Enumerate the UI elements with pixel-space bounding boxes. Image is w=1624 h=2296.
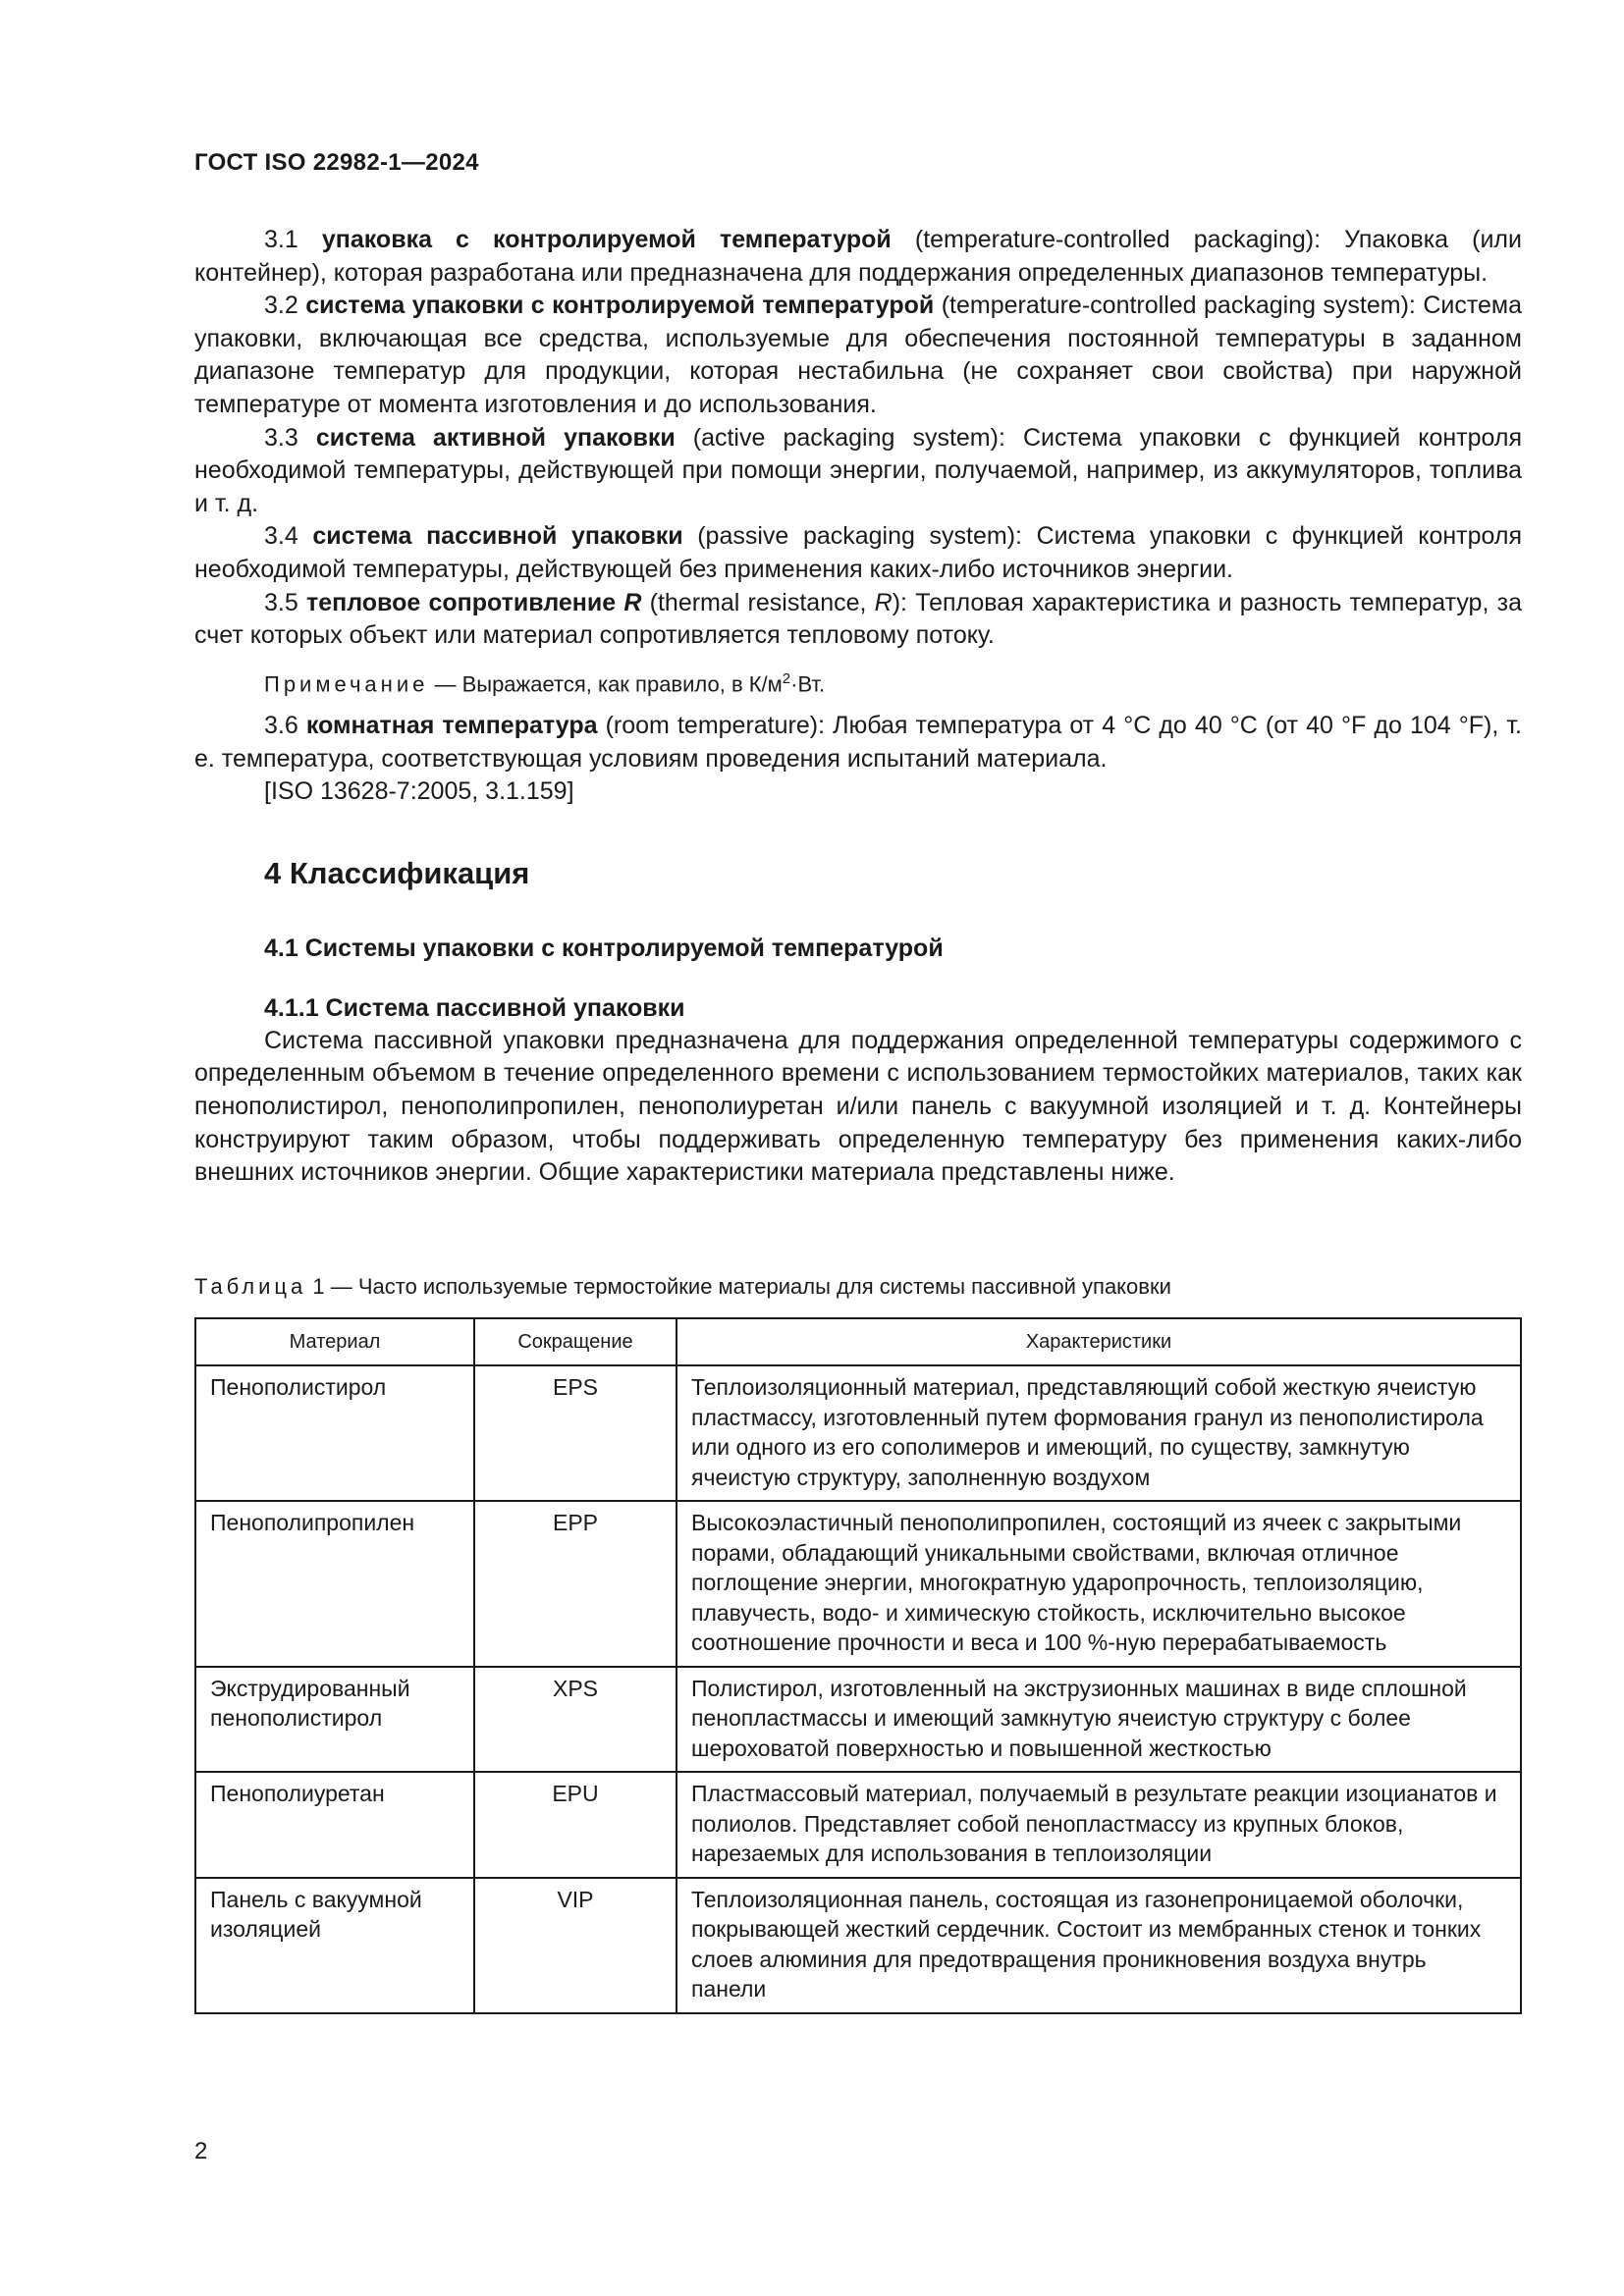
definition-source-reference: [ISO 13628-7:2005, 3.1.159]	[264, 777, 574, 806]
definition-number: 3.3	[264, 423, 298, 452]
definition-term: тепловое сопротивление	[305, 588, 624, 616]
cell-abbreviation: EPP	[474, 1501, 677, 1667]
table-caption-label: Таблица	[194, 1274, 307, 1299]
note-label: Примечание	[264, 671, 429, 697]
cell-characteristics: Полистирол, изготовленный на экструзионных машинах в виде сплошной пенопластмассы и имеющий замкнутую ячеистую структуру с более шероховатой поверхностью и повышенной жесткостью	[677, 1667, 1521, 1773]
definition-3-4	[194, 520, 1522, 586]
definition-number: 3.5	[264, 588, 298, 616]
section-paragraph: Система пассивной упаковки предназначена для поддержания определенной температуры содержимого с определенным объемом в течение определенного времени с использованием термостойких материалов, таких как пенополистирол, пенополипропилен, пенополиуретан и/или панель с вакуумной изоляцией и т. д. Контейнеры конструируют таким образом, чтобы поддерживать определенную температуру без применения каких-либо внешних источников энергии. Общие характеристики материала представлены ниже.	[194, 1026, 1522, 1187]
document-header: ГОСТ ISO 22982-1—2024	[194, 149, 479, 176]
definition-symbol-inline: R	[874, 588, 893, 616]
note	[264, 663, 1522, 700]
definition-symbol: R	[623, 588, 642, 616]
table-caption	[194, 1272, 1171, 1302]
cell-abbreviation: EPS	[474, 1365, 677, 1501]
definition-text: (room temperature): Любая температура от 4 °C до 40 °C (от 40 °F до 104 °F), т. е. температура, соответствующая условиям проведения испытаний материала.	[194, 712, 1523, 773]
definition-number: 3.1	[264, 226, 298, 253]
definition-text: (active packaging system): Система упаковки с функцией контроля необходимой температуры, действующей при помощи энергии, получаемой, например, из аккумуляторов, топлива и т. д.	[194, 423, 1523, 517]
definition-number: 3.2	[264, 292, 298, 320]
definition-text: (passive packaging system): Система упаковки с функцией контроля необходимой температуры, действующей без применения каких-либо источников энергии.	[194, 522, 1522, 583]
table-row	[195, 1365, 1521, 1501]
subsubsection-heading: 4.1.1 Система пассивной упаковки	[264, 993, 685, 1022]
cell-material: Пенополипропилен	[195, 1501, 474, 1667]
table-row	[195, 1878, 1521, 2013]
definition-number: 3.4	[264, 522, 298, 551]
note-superscript: 2	[782, 669, 791, 687]
cell-characteristics: Теплоизоляционный материал, представляющий собой жесткую ячеистую пластмассу, изготовленный путем формования гранул из пенополистирола или одного из его сополимеров и имеющий, по существу, замкнутую ячеистую структуру, заполненную воздухом	[677, 1365, 1521, 1501]
definition-3-3	[194, 422, 1522, 521]
table-row	[195, 1772, 1521, 1878]
column-header-material: Материал	[195, 1318, 474, 1365]
table-row	[195, 1667, 1521, 1773]
definition-number: 3.6	[264, 712, 298, 740]
definition-term: система упаковки с контролируемой температурой	[305, 292, 935, 320]
cell-material: Панель с вакуумной изоляцией	[195, 1878, 474, 2013]
cell-abbreviation: XPS	[474, 1667, 677, 1773]
definition-term: упаковка с контролируемой температурой	[321, 226, 892, 253]
cell-characteristics: Высокоэластичный пенополипропилен, состоящий из ячеек с закрытыми порами, обладающий уникальными свойствами, включая отличное поглощение энергии, многократную ударопрочность, теплоизоляцию, плавучесть, водо- и химическую стойкость, исключительно высокое соотношение прочности и веса и 100 %-ную перерабатываемость	[677, 1501, 1521, 1667]
table-header-row	[195, 1318, 1521, 1365]
table-caption-text: 1 — Часто используемые термостойкие материалы для системы пассивной упаковки	[306, 1274, 1171, 1299]
definition-3-5	[194, 587, 1522, 653]
definition-text: (thermal resistance,	[641, 588, 875, 616]
subsection-heading: 4.1 Системы упаковки с контролируемой температурой	[264, 934, 944, 962]
cell-material: Пенополиуретан	[195, 1772, 474, 1878]
definition-term: комнатная температура	[305, 712, 598, 740]
definition-text: (temperature-controlled packaging): Упаковка (или контейнер), которая разработана или предназначена для поддержания определенных диапазонов температуры.	[194, 226, 1522, 287]
note-dash: —	[428, 671, 462, 697]
cell-characteristics: Теплоизоляционная панель, состоящая из газонепроницаемой оболочки, покрывающей жесткий сердечник. Состоит из мембранных стенок и тонких слоев алюминия для предотвращения проникновения воздуха внутрь панели	[677, 1878, 1521, 2013]
cell-material: Пенополистирол	[195, 1365, 474, 1501]
cell-abbreviation: VIP	[474, 1878, 677, 2013]
definition-3-1	[194, 224, 1522, 290]
document-body	[194, 224, 1522, 1190]
note-text-end: ·Вт.	[790, 671, 826, 697]
definition-text-continued: ): Тепловая характеристика и разность температур, за счет которых объект или материал сопротивляется тепловому потоку.	[194, 588, 1522, 650]
definition-term: система пассивной упаковки	[312, 522, 683, 551]
column-header-abbreviation: Сокращение	[474, 1318, 677, 1365]
column-header-characteristics: Характеристики	[677, 1318, 1521, 1365]
definition-3-2	[194, 290, 1522, 421]
definition-term: система активной упаковки	[315, 423, 676, 452]
materials-table	[194, 1317, 1522, 2014]
cell-material: Экструдированный пенополистирол	[195, 1667, 474, 1773]
page-number: 2	[194, 2138, 208, 2164]
note-text: Выражается, как правило, в К/м	[461, 671, 783, 697]
section-heading: 4 Классификация	[264, 855, 530, 890]
cell-abbreviation: EPU	[474, 1772, 677, 1878]
cell-characteristics: Пластмассовый материал, получаемый в результате реакции изоцианатов и полиолов. Представляет собой пенопластмассу из крупных блоков, нарезаемых для использования в теплоизоляции	[677, 1772, 1521, 1878]
definition-3-6	[194, 710, 1522, 775]
definition-text: (temperature-controlled packaging system): Система упаковки, включающая все средства, используемые для обеспечения постоянной температуры в заданном диапазоне температур для продукции, которая нестабильна (не сохраняет свои свойства) при наружной температуре от момента изготовления и до использования.	[194, 292, 1523, 418]
table-row	[195, 1501, 1521, 1667]
